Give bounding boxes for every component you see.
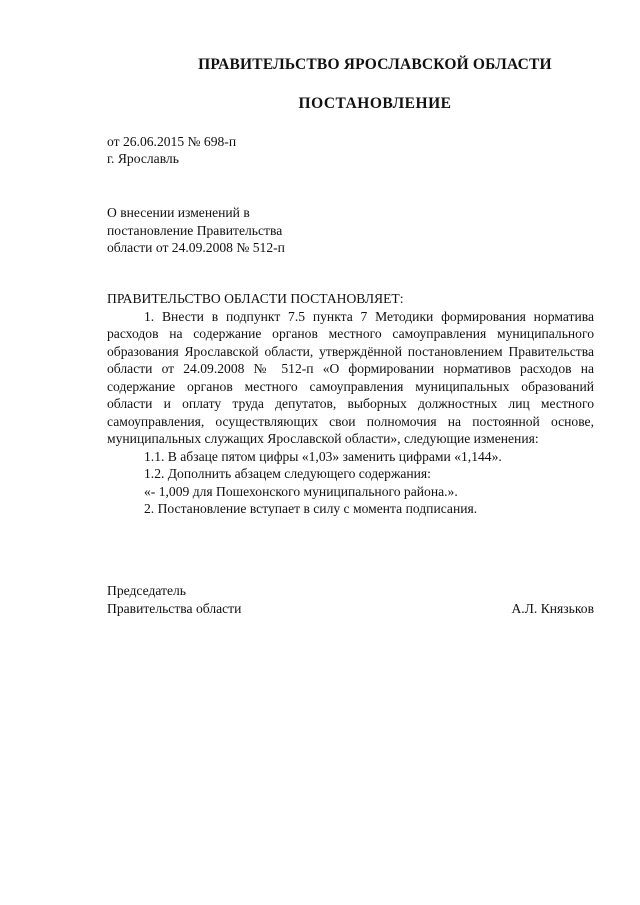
document-body [107,290,594,518]
city: г. Ярославль [107,151,179,166]
item-1-2-quote: «- 1,009 для Пошехонского муниципального района.». [144,483,458,499]
subject-line-1: О внесении изменений в [107,205,250,220]
date-number: от 26.06.2015 № 698-п [107,134,237,149]
document-subject [107,204,285,257]
document-meta [107,133,236,167]
item-1-2: 1.2. Дополнить абзацем следующего содержания: [144,466,431,481]
subject-line-3: области от 24.09.2008 № 512-п [107,240,285,255]
paragraph-2: 2. Постановление вступает в силу с момента подписания. [144,501,478,516]
signature-block [107,582,594,618]
signatory-position-line-1: Председатель [107,583,186,598]
paragraph-1: 1. Внести в подпункт 7.5 пункта 7 Методики формирования норматива расходов на содержание органов местного самоуправления муниципального образования Ярославской области, утверждённой постановлением Правительства области от 24.09.2008 № 512-п «О формировании нормативов расходов на содержание органов местного самоуправления муниципальных образований области и оплату труда депутатов, выборных должностных лиц местного самоуправления, осуществляющих свои полномочия на постоянной основе, муниципальных служащих Ярославской области», следующие изменения: [107,308,594,446]
resolution-lead: ПРАВИТЕЛЬСТВО ОБЛАСТИ ПОСТАНОВЛЯЕТ: [107,291,404,306]
item-1-1: 1.1. В абзаце пятом цифры «1,03» заменить цифрами «1,144». [144,448,502,464]
signatory-name: А.Л. Князьков [511,601,594,616]
signature-row [107,600,594,618]
document-type-heading: ПОСТАНОВЛЕНИЕ [298,95,452,112]
signatory-position-line-2: Правительства области [107,601,242,616]
organization-heading: ПРАВИТЕЛЬСТВО ЯРОСЛАВСКОЙ ОБЛАСТИ [198,56,552,73]
subject-line-2: постановление Правительства [107,222,283,238]
